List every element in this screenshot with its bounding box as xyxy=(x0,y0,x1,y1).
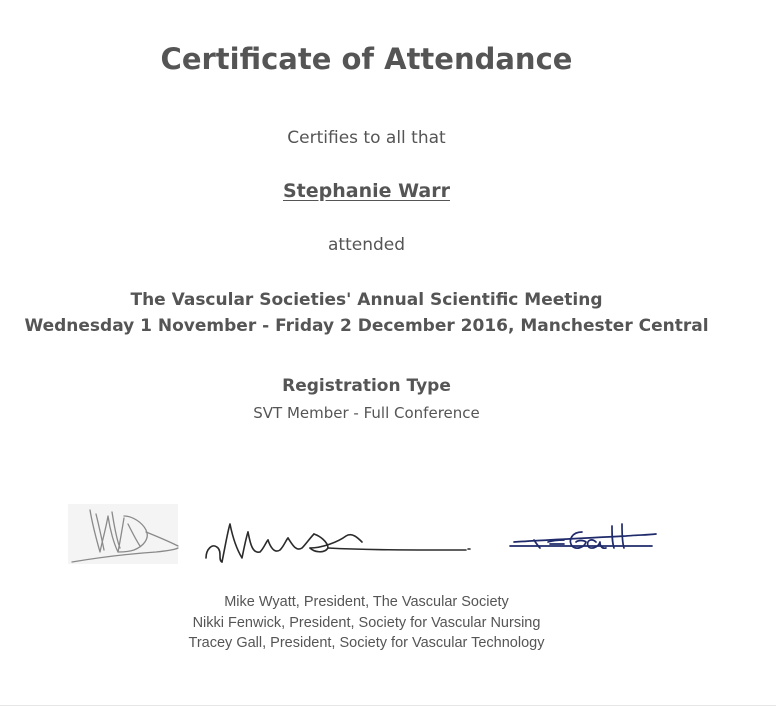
bottom-divider xyxy=(0,705,776,706)
signatory-mike-wyatt: Mike Wyatt, President, The Vascular Society xyxy=(224,594,509,610)
signature-tracey-gall xyxy=(510,524,656,548)
certificate-title: Certificate of Attendance xyxy=(160,42,573,76)
signature-mike-wyatt xyxy=(68,504,178,564)
registration-type-heading: Registration Type xyxy=(282,376,451,396)
registration-type-value: SVT Member - Full Conference xyxy=(253,404,480,422)
certifies-text: Certifies to all that xyxy=(287,128,446,148)
signatory-nikki-fenwick: Nikki Fenwick, President, Society for Vascular Nursing xyxy=(192,614,541,631)
signatories-list xyxy=(0,592,733,654)
meeting-details xyxy=(0,287,733,339)
attended-text: attended xyxy=(327,235,406,255)
attendee-name: Stephanie Warr xyxy=(283,180,450,202)
meeting-dates: Wednesday 1 November - Friday 2 December 2016, Manchester Central xyxy=(24,316,709,336)
signatory-tracey-gall: Tracey Gall, President, Society for Vascular Technology xyxy=(188,635,545,651)
signature-nikki-fenwick xyxy=(206,524,470,562)
meeting-name: The Vascular Societies' Annual Scientific Meeting xyxy=(130,290,603,310)
signatures xyxy=(66,502,666,574)
